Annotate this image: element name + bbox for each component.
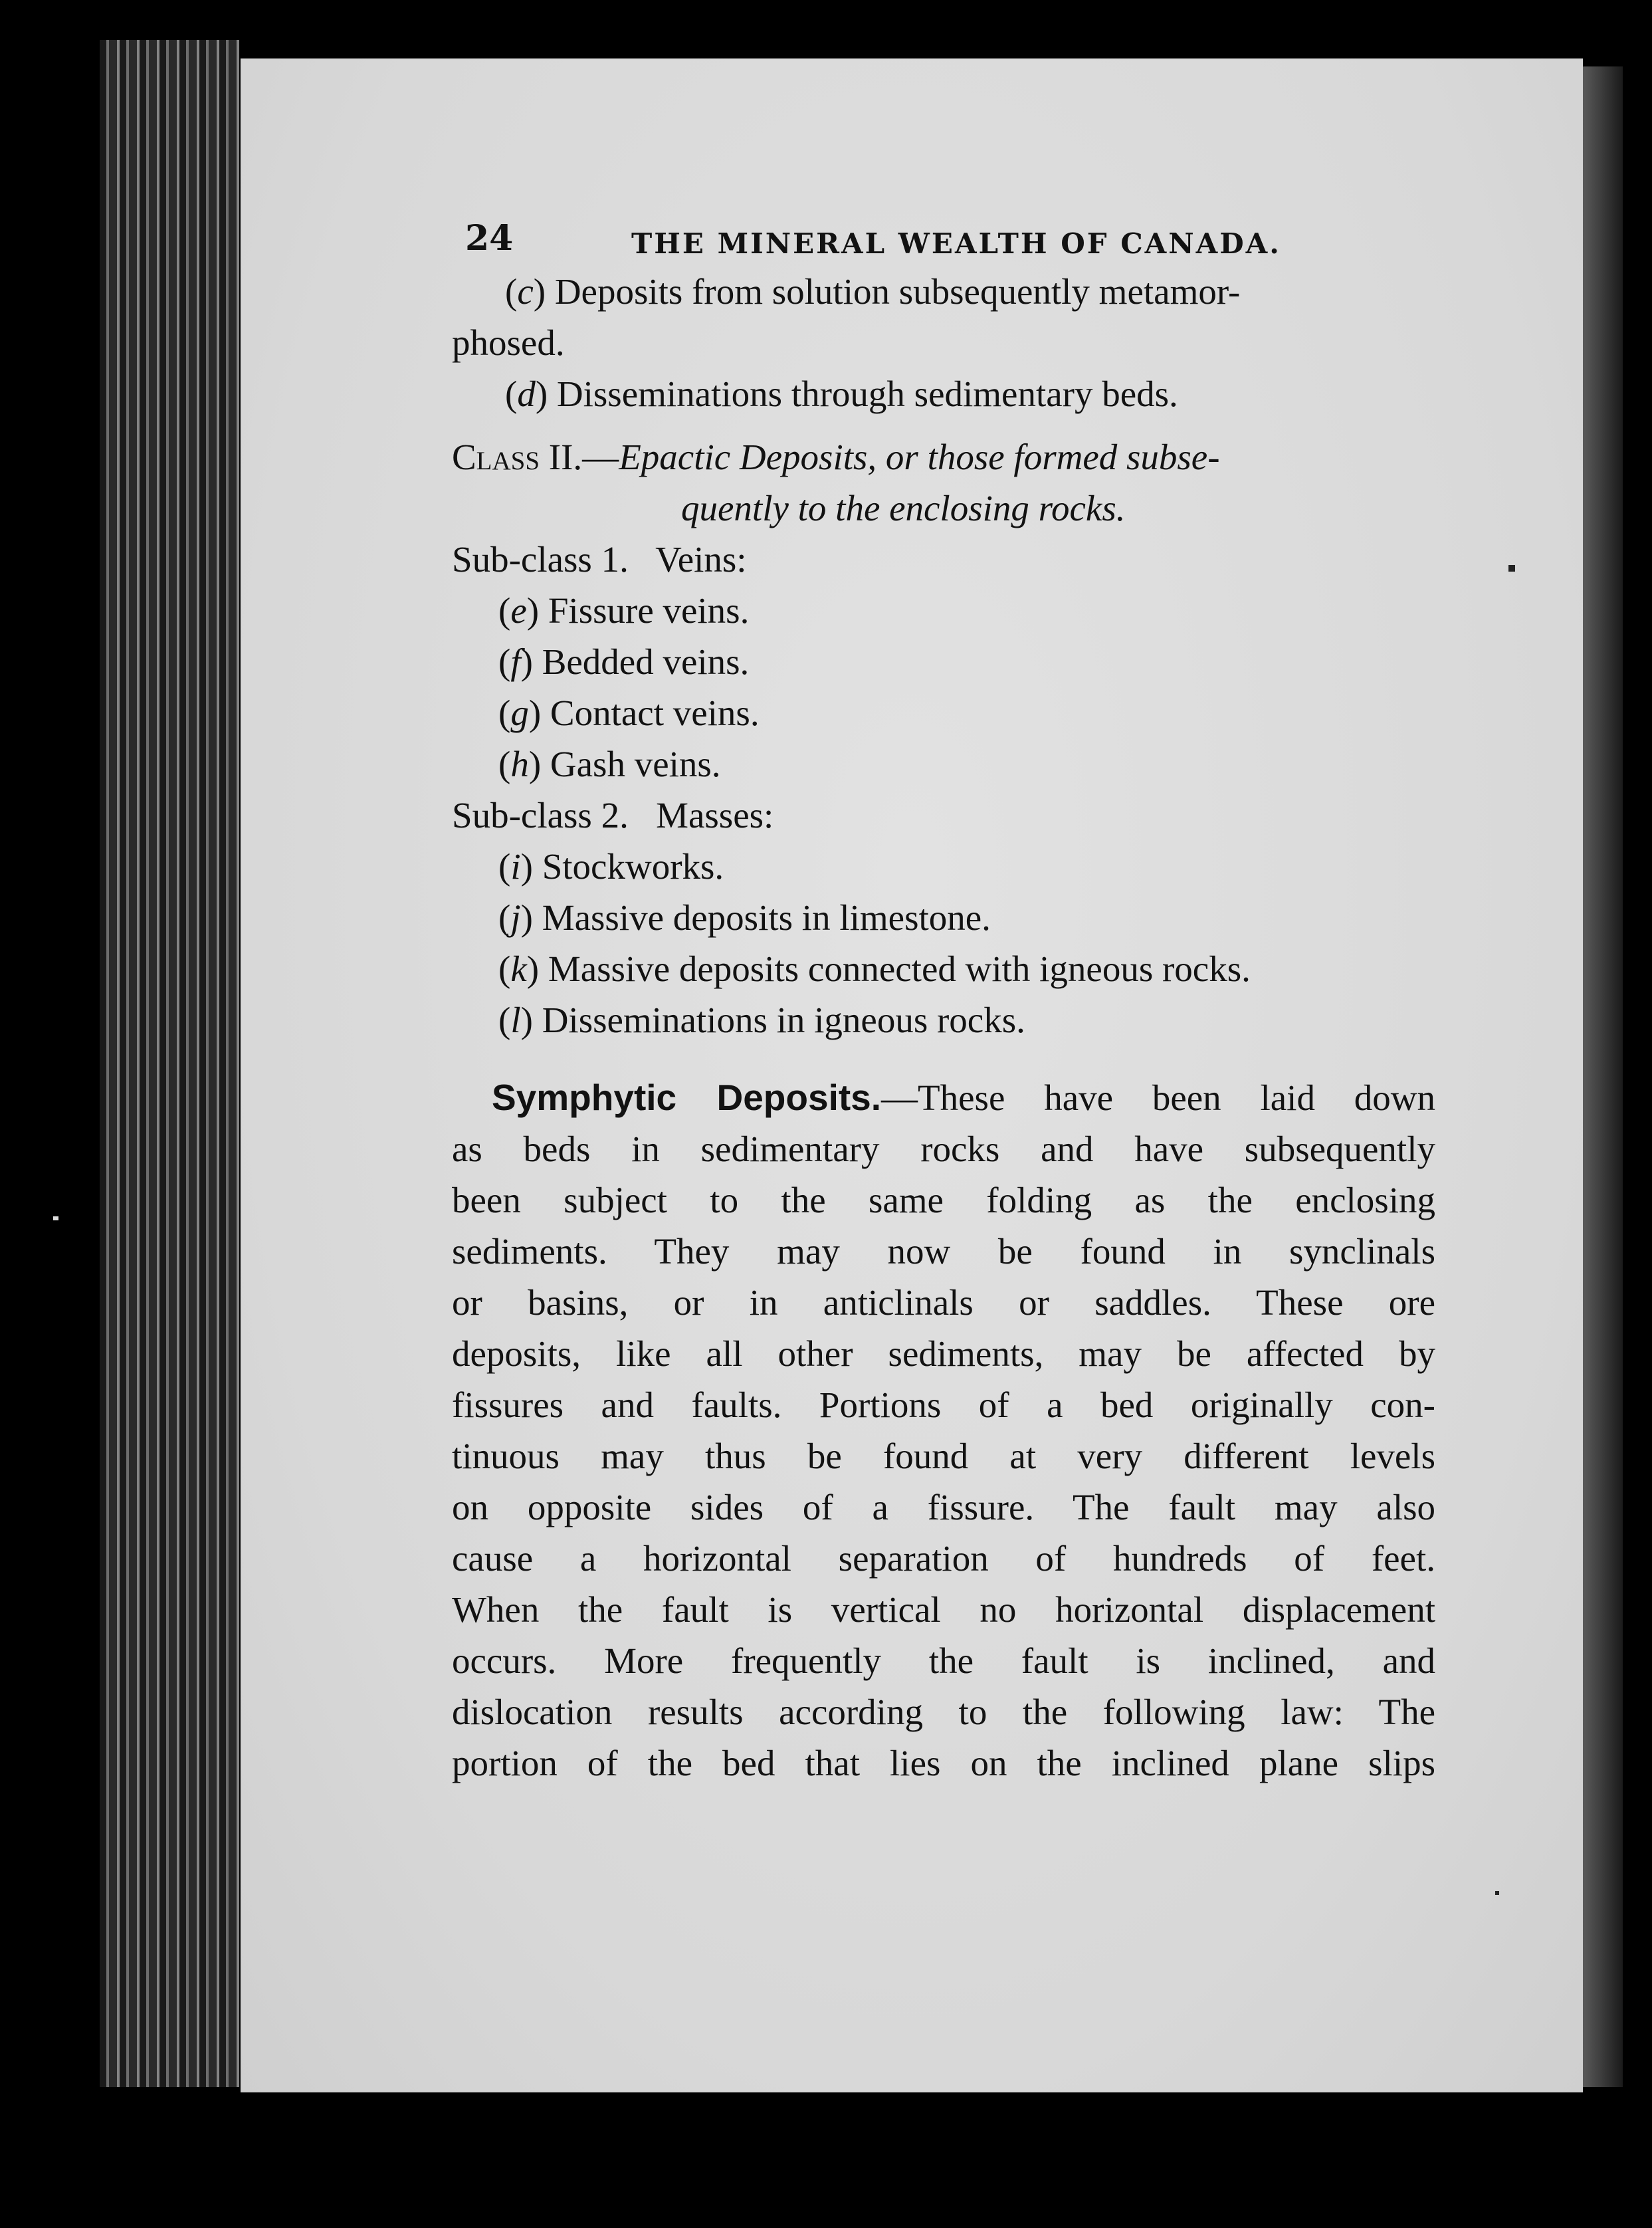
list-item-h: (h) Gash veins. <box>498 744 721 784</box>
class-two-heading <box>452 431 1435 483</box>
running-title: THE MINERAL WEALTH OF CANADA. <box>631 227 1281 260</box>
list-item-f: (f) Bedded veins. <box>498 641 750 682</box>
list-item-g: (g) Contact veins. <box>498 693 760 733</box>
paragraph-heading: Symphytic Deposits. <box>492 1077 882 1118</box>
paragraph-line: occurs. More frequently the fault is inclined, and <box>452 1640 1435 1681</box>
paragraph-line: portion of the bed that lies on the inclined plane slips <box>452 1743 1435 1783</box>
paragraph-line: fissures and faults. Portions of a bed originally con- <box>452 1385 1435 1425</box>
paragraph-line: dislocation results according to the following law: The <box>452 1692 1435 1732</box>
paragraph-line: on opposite sides of a fissure. The fault may also <box>452 1487 1435 1527</box>
list-item-c-continuation: phosed. <box>452 322 565 363</box>
paragraph-line: been subject to the same folding as the enclosing <box>452 1180 1435 1220</box>
scan-speck <box>53 1216 58 1220</box>
class-two-title: Epactic Deposits, or those formed subse- <box>619 437 1220 477</box>
paragraph-line: Symphytic Deposits.—These have been laid down <box>492 1077 1435 1118</box>
subclass-one-heading: Sub-class 1. Veins: <box>452 539 747 580</box>
scan-speck <box>1495 1891 1499 1895</box>
paragraph-line: as beds in sedimentary rocks and have subsequently <box>452 1129 1435 1169</box>
list-item-d: (d) Disseminations through sedimentary beds. <box>505 374 1178 414</box>
class-two-title-continuation: quently to the enclosing rocks. <box>681 488 1126 528</box>
list-item-e: (e) Fissure veins. <box>498 590 750 631</box>
symphytic-paragraph <box>452 1072 1435 1789</box>
item-letter: d <box>517 374 536 414</box>
paragraph-line: tinuous may thus be found at very different levels <box>452 1436 1435 1476</box>
paragraph-line: or basins, or in anticlinals or saddles. These ore <box>452 1282 1435 1323</box>
paragraph-line: When the fault is vertical no horizontal displacement <box>452 1589 1435 1630</box>
list-item-c: (c) Deposits from solution subsequently metamor- <box>505 271 1241 312</box>
subclass-two-heading: Sub-class 2. Masses: <box>452 795 774 836</box>
page-edges <box>100 40 239 2087</box>
item-text: Deposits from solution subsequently metamor- <box>554 271 1241 312</box>
paragraph-line: cause a horizontal separation of hundreds of feet. <box>452 1538 1435 1579</box>
page-number: 24 <box>465 218 514 259</box>
list-item-j: (j) Massive deposits in limestone. <box>498 897 991 938</box>
item-letter: c <box>517 271 534 312</box>
class-two-label: Class II.— <box>452 437 619 477</box>
running-head <box>452 213 1435 266</box>
list-item-i: (i) Stockworks. <box>498 846 724 887</box>
paragraph-line: sediments. They may now be found in synclinals <box>452 1231 1435 1272</box>
page-content <box>452 213 1435 1789</box>
paragraph-line: deposits, like all other sediments, may be affected by <box>452 1333 1435 1374</box>
page-shadow <box>1583 66 1623 2087</box>
item-text: Disseminations through sedimentary beds. <box>556 374 1178 414</box>
scan-speck <box>1508 565 1515 572</box>
list-item-k: (k) Massive deposits connected with igneous rocks. <box>498 948 1251 989</box>
list-item-l: (l) Disseminations in igneous rocks. <box>498 1000 1025 1040</box>
